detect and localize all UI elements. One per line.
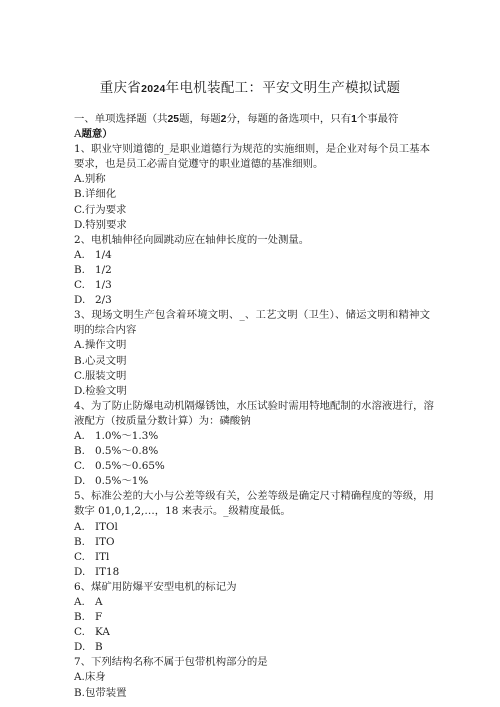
answer-option [74,625,430,640]
question-text: 数字 01,0,1,2,…，18 来表示。_级精度最低。 [74,505,291,518]
option-key: B. [74,263,85,276]
question-text: 4、为了防止防爆电动机隔爆锈蚀，水压试验时需用特地配制的水溶液进行，溶 [74,399,434,412]
question-text: 5、标准公差的大小与公差等级有关，公差等级是确定尺寸精确程度的等级，用 [74,490,434,503]
option-text: F [95,611,103,624]
section-heading: 一、单项选择题（共25题，每题2分，每题的备选项中，只有1个事最符 [74,113,399,125]
option-key: A. [74,248,85,261]
question-list [74,142,434,700]
option-text: 检验文明 [85,384,127,397]
option-key: B. [74,535,85,548]
option-key: D. [74,565,86,578]
option-key: D. [74,475,86,488]
option-text: IT18 [95,565,120,578]
option-text: ITO [95,535,115,548]
option-text: 包带装置 [84,686,127,699]
option-text: 特别要求 [85,218,127,231]
answer-option [74,429,430,444]
option-key: D. [74,641,86,654]
question-text: 7、下列结构名称不属于包带机构部分的是 [74,656,268,669]
option-key: D. [74,384,86,397]
option-text: B [95,641,103,654]
question-2 [74,233,430,308]
question-7 [74,655,430,700]
option-key: B. [74,354,85,367]
answer-option [74,338,430,353]
option-text: 1.0%～1.3% [95,429,159,442]
answer-option [74,218,430,233]
answer-option [74,172,430,187]
answer-option [74,565,430,580]
option-key: A. [74,173,85,186]
option-text: 0.5%～0.65% [95,460,165,473]
answer-option [74,474,430,489]
option-text: 1/4 [95,248,112,261]
answer-option [74,203,430,218]
answer-option [74,293,430,308]
option-key: A. [74,596,85,608]
question-text: 要求，也是员工必需自觉遵守的职业道德的基准细则。 [74,158,324,171]
page-title: 重庆省2024年电机装配工：平安文明生产模拟试题 [99,80,401,96]
option-key: D. [74,294,86,307]
option-key: A. [74,339,85,352]
option-text: 服装文明 [84,369,127,382]
option-text: 床身 [84,671,106,684]
option-text: ITl [95,550,110,563]
option-text: 别称 [84,173,106,186]
question-text: 6、煤矿用防爆平安型电机的标记为 [74,580,237,593]
option-text: 0.5%～1% [95,475,149,488]
question-1 [74,142,430,233]
question-text: 2、电机轴伸径向圆跳动应在轴伸长度的一处测量。 [74,233,310,246]
answer-option [74,278,430,293]
option-key: C. [74,369,85,382]
option-key: B. [74,686,85,699]
option-text: 操作文明 [84,339,127,352]
question-4 [74,399,434,490]
answer-option [74,187,430,202]
answer-option [74,248,430,263]
exam-content [74,112,434,701]
question-text: 明的综合内容 [74,324,137,337]
answer-option [74,686,430,701]
option-key: A. [74,520,85,533]
question-text: 液配方（按质量分数计算）为：磷酸钠 [74,414,251,427]
answer-option [74,670,430,685]
answer-option [74,444,430,459]
option-key: C. [74,279,85,292]
option-text: 详细化 [84,188,117,201]
option-key: A. [74,671,85,684]
option-text: 心灵文明 [84,354,127,367]
answer-option [74,354,430,369]
option-text: 2/3 [95,294,112,307]
question-3 [74,308,430,399]
option-key: D. [74,218,86,231]
answer-option [74,610,430,625]
option-text: 行为要求 [84,203,127,216]
answer-option [74,263,430,278]
option-text: ITOl [95,520,118,533]
answer-option [74,369,430,384]
answer-option [74,550,430,565]
option-text: A [95,596,103,608]
option-key: C. [74,550,85,563]
answer-option [74,520,430,535]
answer-option [74,535,430,550]
option-key: C. [74,626,85,639]
answer-option [74,595,430,610]
option-text: KA [95,626,110,639]
answer-option [74,640,430,655]
option-key: B. [74,445,85,458]
option-key: C. [74,203,85,216]
question-text: 1、职业守则道德的_是职业道德行为规范的实施细则，是企业对每个员工基本 [74,143,430,156]
option-text: 0.5%～0.8% [95,445,159,458]
option-text: 1/2 [95,263,112,276]
question-6 [74,580,430,655]
option-key: B. [74,611,85,624]
option-key: C. [74,460,85,473]
question-text: 3、现场文明生产包含着环境文明、_、工艺文明（卫生）、储运文明和精神文 [74,309,430,322]
answer-option [74,384,430,399]
option-key: A. [74,429,85,442]
option-text: 1/3 [95,279,112,292]
question-5 [74,489,434,580]
option-key: B. [74,188,85,201]
section-heading-cont: A题意） [74,128,113,141]
answer-option [74,459,430,474]
